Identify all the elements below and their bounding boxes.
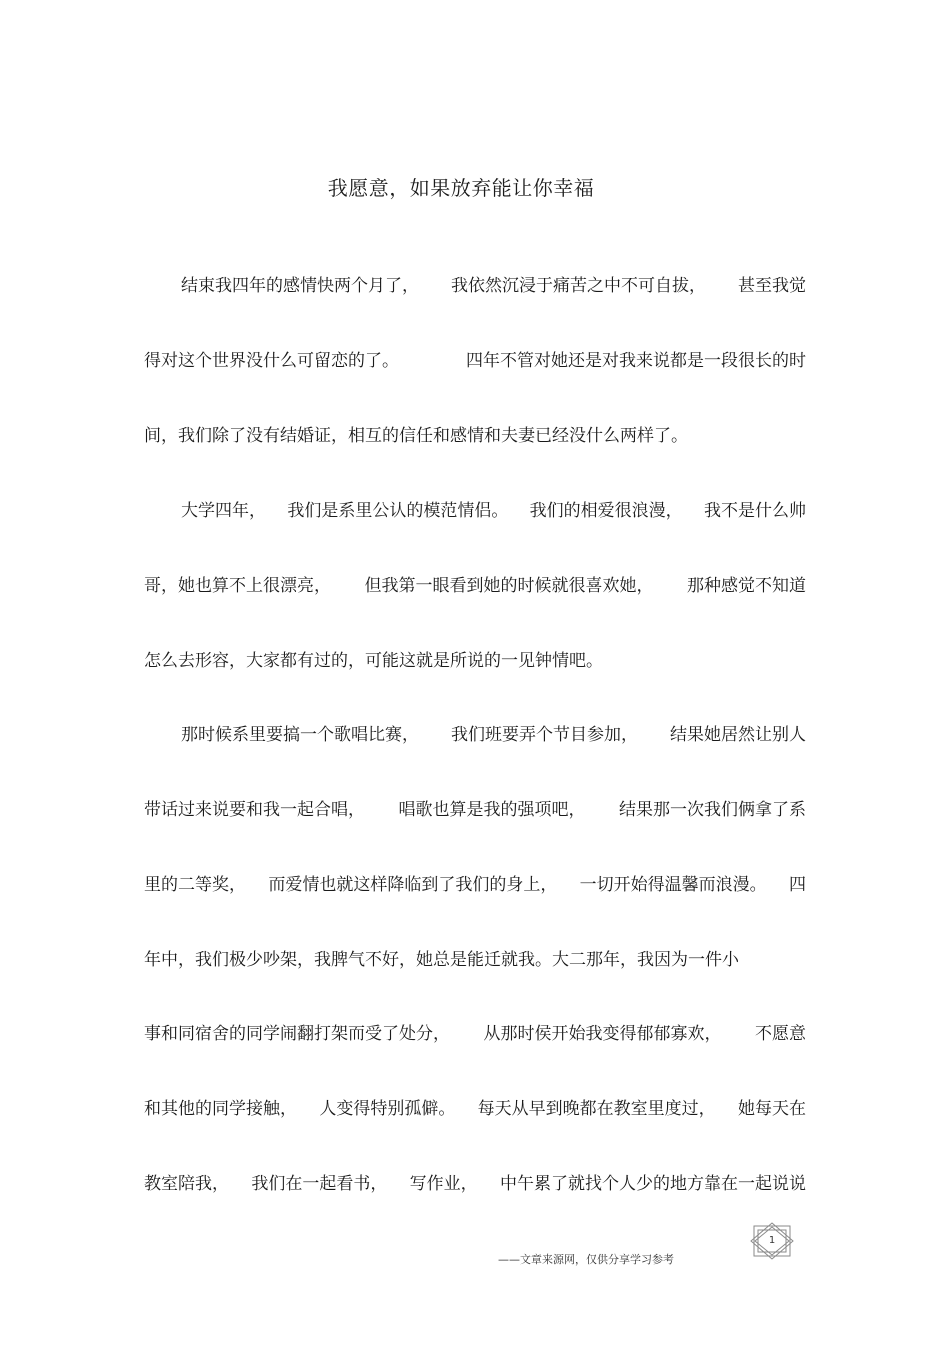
page-number: 1 (768, 1235, 776, 1246)
text-segment: 怎么去形容，大家都有过的，可能这就是所说的一见钟情吧。 (144, 651, 603, 671)
text-segment: 我们是系里公认的模范情侣。 (287, 501, 509, 521)
text-segment: 中午累了就找个人少的地方靠在一起说说 (499, 1174, 806, 1194)
text-segment: 教室陪我， (144, 1174, 229, 1194)
text-segment: 我们在一起看书， (251, 1174, 388, 1194)
text-segment: 但我第一眼看到她的时候就很喜欢她， (364, 576, 654, 596)
text-segment: 写作业， (409, 1174, 478, 1194)
text-segment: 里的二等奖， (144, 875, 246, 895)
text-segment: 那时候系里要搞一个歌唱比赛， (181, 725, 419, 745)
text-segment: 年中，我们极少吵架，我脾气不好，她总是能迁就我。大二那年，我因为一件小 (144, 950, 739, 970)
text-line (144, 723, 806, 747)
text-segment: 结束我四年的感情快两个月了， (181, 276, 419, 296)
text-segment: 唱歌也算是我的强项吧， (398, 800, 586, 820)
text-line (144, 1097, 806, 1121)
text-segment: 而爱情也就这样降临到了我们的身上， (268, 875, 558, 895)
text-segment: 和其他的同学接触， (144, 1099, 297, 1119)
text-segment: 她每天在 (737, 1099, 806, 1119)
text-segment: 带话过来说要和我一起合唱， (144, 800, 365, 820)
text-segment: 得对这个世界没什么可留恋的了。 (144, 351, 399, 371)
text-segment: 我依然沉浸于痛苦之中不可自拔， (451, 276, 706, 296)
text-segment: 大学四年， (181, 501, 266, 521)
text-segment: 间，我们除了没有结婚证，相互的信任和感情和夫妻已经没什么两样了。 (144, 426, 688, 446)
text-line (144, 274, 806, 298)
text-line (144, 424, 806, 448)
text-segment: 不愿意 (755, 1024, 806, 1044)
text-line (144, 948, 806, 972)
text-line (144, 1022, 806, 1046)
text-segment: 每天从早到晚都在教室里度过， (477, 1099, 716, 1119)
text-segment: 那种感觉不知道 (687, 576, 806, 596)
footer-note: ——文章来源网，仅供分享学习参考 (498, 1253, 674, 1266)
text-segment: 我们班要弄个节目参加， (451, 725, 638, 745)
text-segment: 人变得特别孤僻。 (319, 1099, 456, 1119)
text-line (144, 873, 806, 897)
text-line (144, 349, 806, 373)
text-segment: 结果她居然让别人 (670, 725, 806, 745)
text-line (144, 499, 806, 523)
text-line (144, 649, 806, 673)
text-line (144, 798, 806, 822)
text-segment: 甚至我觉 (738, 276, 806, 296)
text-line (144, 1172, 806, 1196)
text-segment: 事和同宿舍的同学闹翻打架而受了处分， (144, 1024, 450, 1044)
text-segment: 一切开始得温馨而浪漫。 (579, 875, 767, 895)
text-segment: 从那时侯开始我变得郁郁寡欢， (483, 1024, 722, 1044)
text-segment: 四年不管对她还是对我来说都是一段很长的时 (466, 351, 806, 371)
text-line (144, 574, 806, 598)
text-segment: 四 (788, 875, 806, 895)
text-segment: 哥，她也算不上很漂亮， (144, 576, 331, 596)
text-segment: 我们的相爱很浪漫， (529, 501, 683, 521)
text-segment: 结果那一次我们俩拿了系 (619, 800, 806, 820)
page-title: 我愿意，如果放弃能让你幸福 (327, 176, 595, 200)
page-number-badge (748, 1222, 796, 1260)
text-segment: 我不是什么帅 (703, 501, 806, 521)
